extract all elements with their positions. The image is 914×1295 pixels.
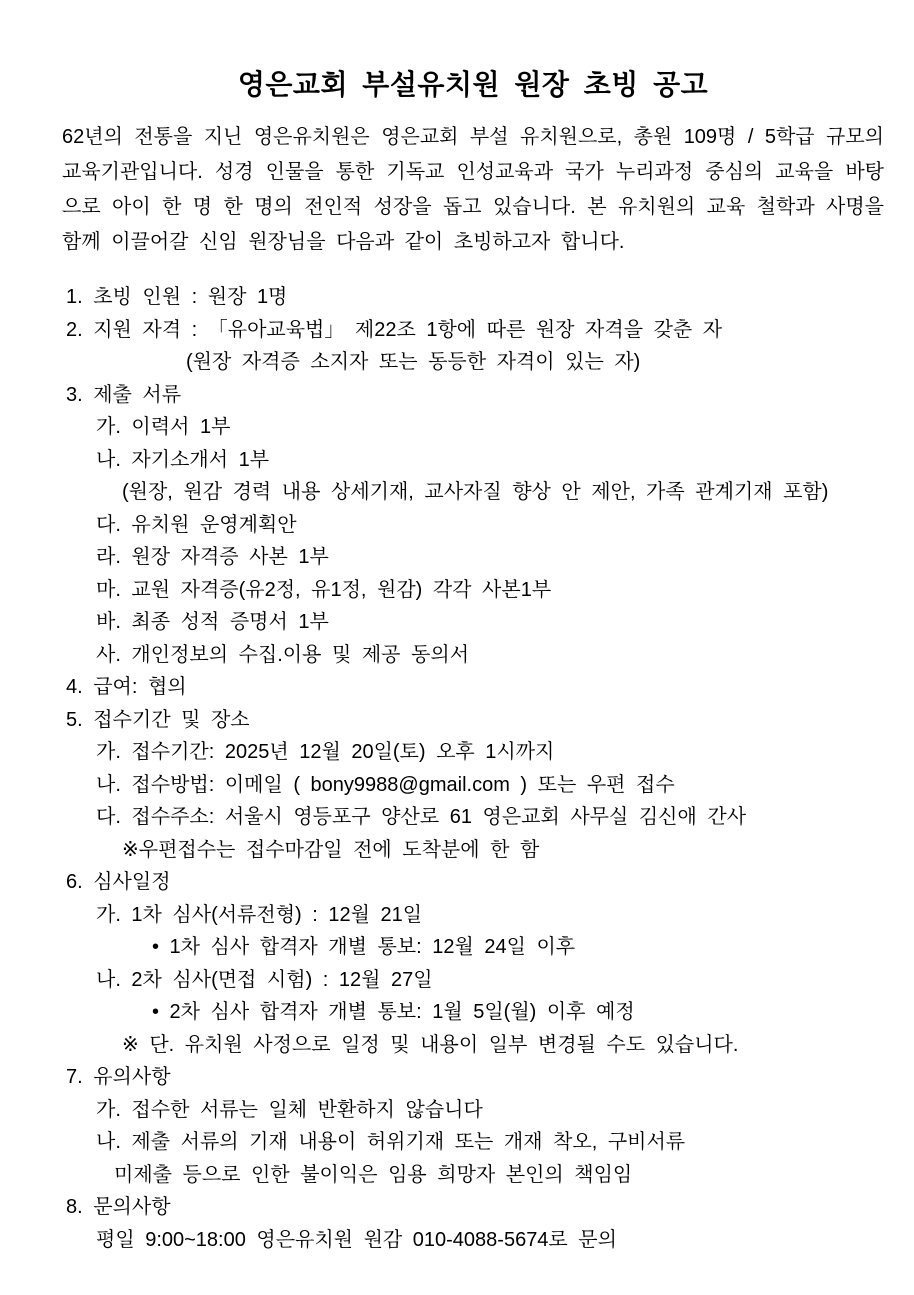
caution-false-info-cont: 미제출 등으로 인한 불이익은 임용 희망자 본인의 책임임 (114, 1163, 633, 1186)
list-item-5-application: 5. 접수기간 및 장소 (66, 708, 250, 731)
second-review-notice: • 2차 심사 합격자 개별 통보: 1월 5일(월) 이후 예정 (152, 1001, 635, 1023)
doc-item-resume: 가. 이력서 1부 (96, 416, 231, 438)
schedule-change-note: ※ 단. 유치원 사정으로 일정 및 내용이 일부 변경될 수도 있습니다. (122, 1033, 739, 1056)
list-item-8-inquiry: 8. 문의사항 (66, 1196, 171, 1218)
list-item-4-salary: 4. 급여: 협의 (66, 676, 187, 698)
first-review: 가. 1차 심사(서류전형) : 12월 21일 (96, 903, 423, 926)
mail-deadline-note: ※우편접수는 접수마감일 전에 도착분에 한 함 (122, 838, 540, 861)
inquiry-contact: 평일 9:00~18:00 영은유치원 원감 010-4088-5674로 문의 (96, 1228, 617, 1251)
doc-item-teacher-cert: 마. 교원 자격증(유2정, 유1정, 원감) 각각 사본1부 (96, 578, 552, 601)
intro-paragraph: 62년의 전통을 지닌 영은유치원은 영은교회 부설 유치원으로, 총원 109명 / 5학급 규모의 교육기관입니다. 성경 인물을 통한 기독교 인성교육과 국가 누리과정 중심의 교육을 바탕으로 아이 한 명 한 명의 전인적 성장을 돕고 있습니다. 본 유치원의 교육 철학과 사명을 함께 이끌어갈 신임 원장님을 다음과 같이 초빙하고자 합니다. (62, 126, 884, 253)
list-item-1-invite-count: 1. 초빙 인원 : 원장 1명 (66, 286, 288, 308)
application-method: 나. 접수방법: 이메일 ( bony9988@gmail.com ) 또는 우편 접수 (96, 773, 675, 796)
doc-item-self-intro: 나. 자기소개서 1부 (96, 448, 270, 471)
caution-no-return: 가. 접수한 서류는 일체 반환하지 않습니다 (96, 1098, 483, 1121)
qualification-parenthetical: (원장 자격증 소지자 또는 동등한 자격이 있는 자) (186, 351, 641, 373)
list-item-3-documents: 3. 제출 서류 (66, 383, 182, 406)
list-item-6-review-schedule: 6. 심사일정 (66, 871, 171, 893)
list-item-2-qualification: 2. 지원 자격 : 「유아교육법」 제22조 1항에 따른 원장 자격을 갖춘 자 (66, 318, 723, 341)
second-review: 나. 2차 심사(면접 시험) : 12월 27일 (96, 968, 433, 991)
self-intro-parenthetical: (원장, 원감 경력 내용 상세기재, 교사자질 향상 안 제안, 가족 관계기재 포함) (122, 481, 829, 503)
application-period: 가. 접수기간: 2025년 12월 20일(토) 오후 1시까지 (96, 741, 555, 763)
doc-item-director-cert: 라. 원장 자격증 사본 1부 (96, 546, 329, 568)
doc-item-transcript: 바. 최종 성적 증명서 1부 (96, 611, 329, 633)
application-address: 다. 접수주소: 서울시 영등포구 양산로 61 영은교회 사무실 김신애 간사 (96, 806, 747, 828)
document-title: 영은교회 부설유치원 원장 초빙 공고 (237, 69, 709, 100)
doc-item-operation-plan: 다. 유치원 운영계획안 (96, 513, 297, 536)
caution-false-info: 나. 제출 서류의 기재 내용이 허위기재 또는 개재 착오, 구비서류 (96, 1131, 686, 1153)
doc-item-privacy-consent: 사. 개인정보의 수집.이용 및 제공 동의서 (96, 643, 470, 666)
list-item-7-cautions: 7. 유의사항 (66, 1066, 171, 1088)
first-review-notice: • 1차 심사 합격자 개별 통보: 12월 24일 이후 (152, 936, 576, 958)
document-body (62, 281, 884, 1256)
